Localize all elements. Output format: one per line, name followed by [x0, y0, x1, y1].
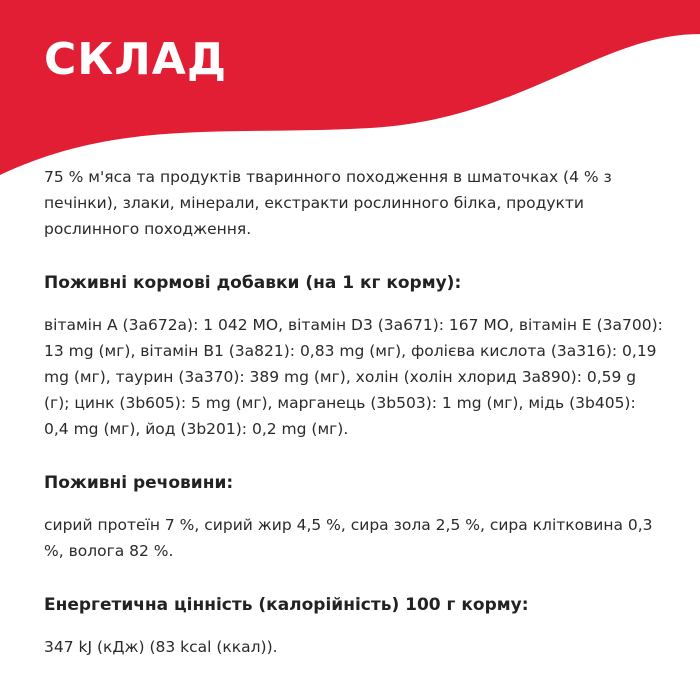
- additives-text: вітамін A (3a672a): 1 042 МО, вітамін D3 (3a671): 167 МО, вітамін E (3a700): 13 mg (мг), вітамін B1 (3a821): 0,83 mg (мг), фолієва кислота (3a316): 0,19 mg (мг), таурин (3a370): 389 mg (мг), холін (холін хлорид 3a890): 0,59 g (г); цинк (3b605): 5 mg (мг), марганець (3b503): 1 mg (мг), мідь (3b405): 0,4 mg (мг), йод (3b201): 0,2 mg (мг).: [44, 316, 663, 438]
- content-area: [44, 164, 664, 660]
- nutrients-text: сирий протеїн 7 %, сирий жир 4,5 %, сира зола 2,5 %, сира клітковина 0,3 %, волога 82 %.: [44, 516, 653, 560]
- energy-text: 347 kJ (кДж) (83 kcal (ккал)).: [44, 638, 278, 656]
- nutrients-heading: Поживні речовини:: [44, 473, 234, 493]
- banner-wave-shape: [0, 0, 700, 175]
- header-banner: [0, 0, 700, 175]
- composition-text: 75 % м'яса та продуктів тваринного походження в шматочках (4 % з печінки), злаки, мінерали, екстракти рослинного білка, продукти рослинного походження.: [44, 168, 612, 238]
- additives-heading: Поживні кормові добавки (на 1 кг корму):: [44, 273, 462, 293]
- page-title: СКЛАД: [44, 34, 228, 85]
- energy-heading: Енергетична цінність (калорійність) 100 г корму:: [44, 595, 529, 615]
